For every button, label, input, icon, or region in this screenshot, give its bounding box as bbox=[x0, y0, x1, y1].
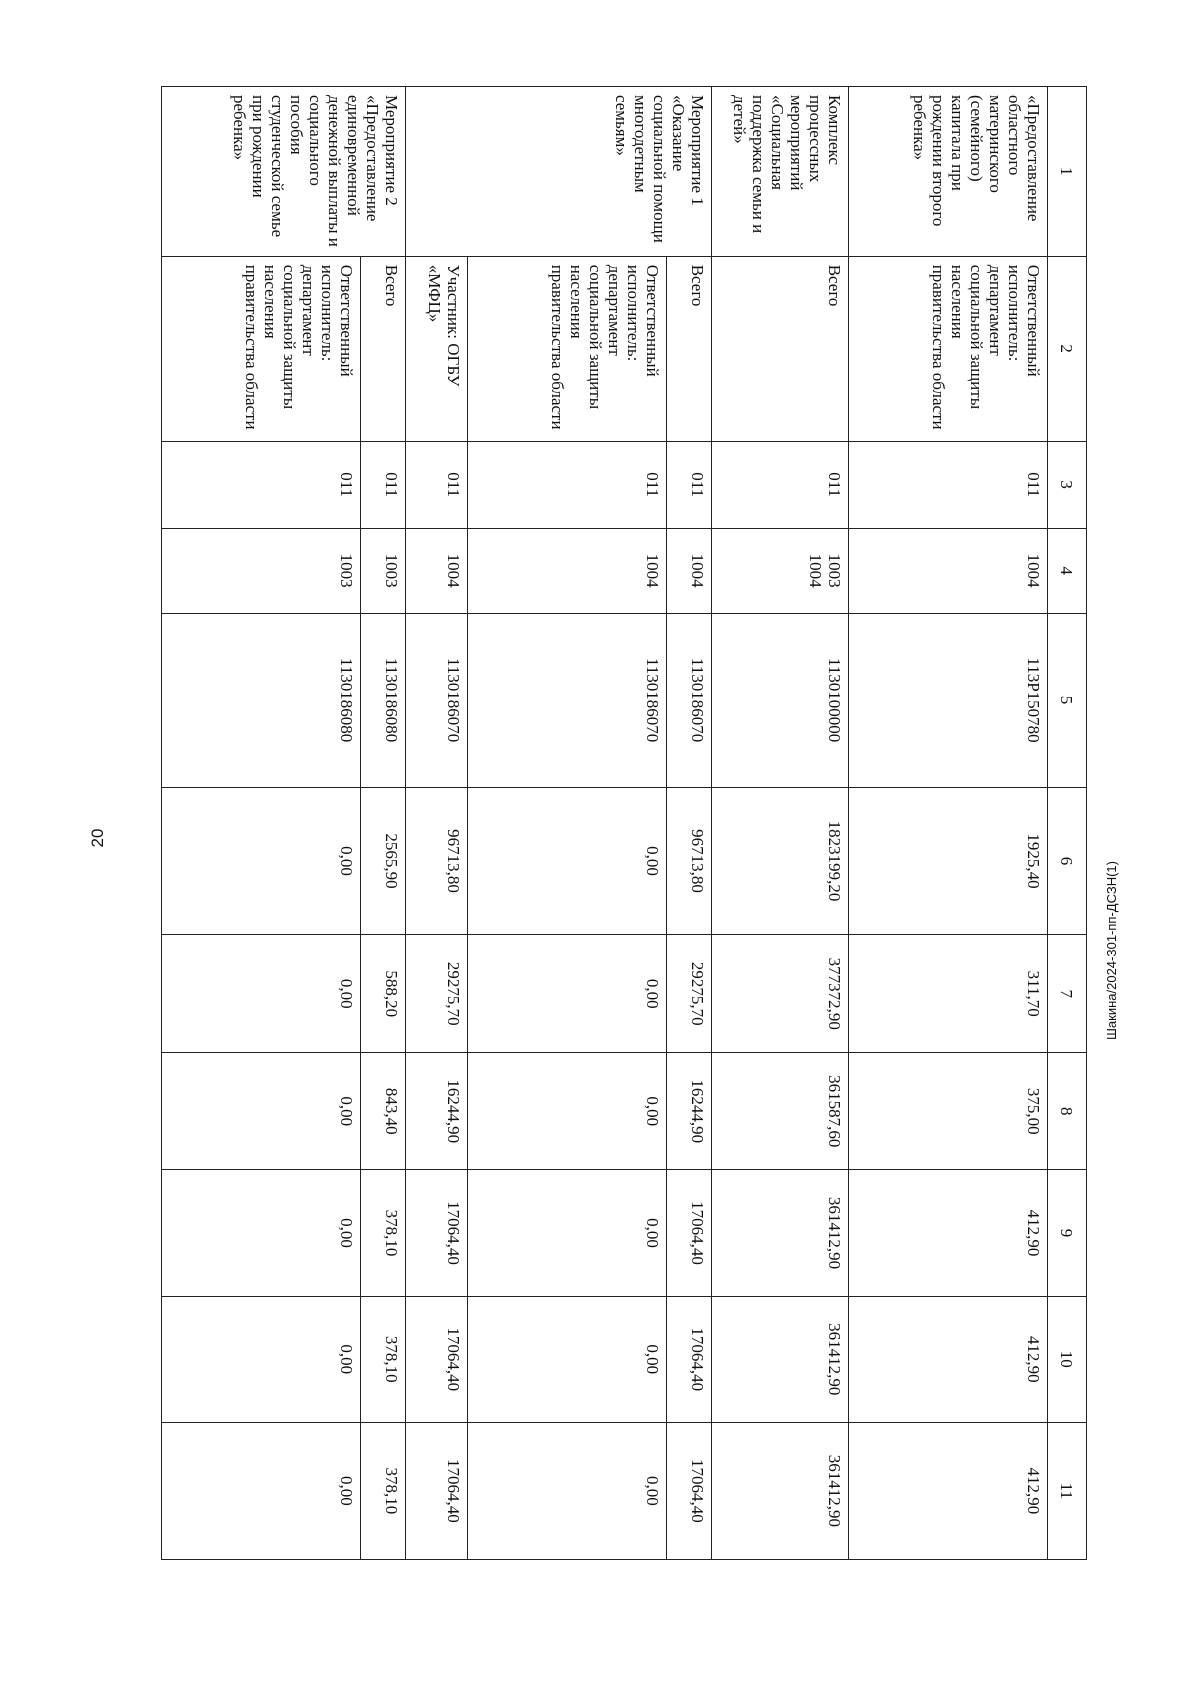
table-row bbox=[849, 87, 1048, 1560]
cell-executor: Участник: ОГБУ «МФЦ» bbox=[405, 256, 468, 441]
cell-value: 361412,90 bbox=[711, 1296, 848, 1422]
cell-value: 17064,40 bbox=[405, 1422, 468, 1559]
cell-value: 377372,90 bbox=[711, 935, 848, 1052]
cell-value: 0,00 bbox=[468, 935, 667, 1052]
cell-value: 0,00 bbox=[162, 1170, 361, 1296]
cell-value: 0,00 bbox=[468, 1422, 667, 1559]
cell-value: 1925,40 bbox=[849, 787, 1048, 935]
table-row bbox=[405, 87, 468, 1560]
header-cell-1: 1 bbox=[1048, 87, 1087, 257]
cell-target-article: 113P150780 bbox=[849, 613, 1048, 787]
budget-table-container bbox=[161, 86, 1087, 1560]
table-header-row bbox=[1048, 87, 1087, 1560]
cell-target-article: 1130186080 bbox=[360, 613, 405, 787]
header-cell-10: 10 bbox=[1048, 1296, 1087, 1422]
cell-executor: Ответственный исполнитель: департамент социальной защиты населения правительства области bbox=[468, 256, 667, 441]
header-cell-3: 3 bbox=[1048, 441, 1087, 528]
cell-value: 361587,60 bbox=[711, 1052, 848, 1169]
cell-executor: Ответственный исполнитель: департамент социальной защиты населения правительства области bbox=[849, 256, 1048, 441]
header-cell-7: 7 bbox=[1048, 935, 1087, 1052]
cell-value: 2565,90 bbox=[360, 787, 405, 935]
cell-value: 0,00 bbox=[162, 935, 361, 1052]
header-cell-2: 2 bbox=[1048, 256, 1087, 441]
cell-value: 412,90 bbox=[849, 1296, 1048, 1422]
header-cell-4: 4 bbox=[1048, 528, 1087, 613]
cell-value: 588,20 bbox=[360, 935, 405, 1052]
page-number: 20 bbox=[88, 828, 107, 848]
cell-executor: Всего bbox=[360, 256, 405, 441]
table-row bbox=[162, 87, 361, 1560]
cell-target-article: 1130186070 bbox=[667, 613, 712, 787]
cell-value: 17064,40 bbox=[667, 1296, 712, 1422]
cell-name: Мероприятие 1 «Оказание социальной помощи многодетным семьям» bbox=[405, 87, 711, 257]
cell-section: 1004 bbox=[849, 528, 1048, 613]
cell-value: 29275,70 bbox=[667, 935, 712, 1052]
cell-grbs: 011 bbox=[849, 441, 1048, 528]
cell-value: 0,00 bbox=[162, 787, 361, 935]
header-cell-5: 5 bbox=[1048, 613, 1087, 787]
cell-name: «Предоставление областного материнского (семейного) капитала при рождении второго ребенка» bbox=[849, 87, 1048, 257]
table-row bbox=[468, 87, 667, 1560]
cell-grbs: 011 bbox=[360, 441, 405, 528]
cell-grbs: 011 bbox=[405, 441, 468, 528]
cell-value: 0,00 bbox=[162, 1296, 361, 1422]
cell-section: 1003 bbox=[162, 528, 361, 613]
header-cell-11: 11 bbox=[1048, 1422, 1087, 1559]
cell-name: Мероприятие 2 «Предоставление единовременной денежной выплаты и социального пособия студенческой семье при рождении ребенка» bbox=[162, 87, 406, 257]
cell-target-article: 1130186080 bbox=[162, 613, 361, 787]
cell-value: 96713,80 bbox=[405, 787, 468, 935]
cell-value: 361412,90 bbox=[711, 1422, 848, 1559]
cell-name: Комплекс процессных мероприятий «Социальная поддержка семьи и детей» bbox=[711, 87, 848, 257]
cell-value: 0,00 bbox=[468, 1170, 667, 1296]
header-cell-8: 8 bbox=[1048, 1052, 1087, 1169]
cell-target-article: 1130100000 bbox=[711, 613, 848, 787]
cell-value: 0,00 bbox=[162, 1422, 361, 1559]
cell-value: 0,00 bbox=[468, 787, 667, 935]
cell-value: 378,10 bbox=[360, 1422, 405, 1559]
cell-value: 378,10 bbox=[360, 1170, 405, 1296]
cell-value: 0,00 bbox=[468, 1052, 667, 1169]
cell-section: 1003 bbox=[360, 528, 405, 613]
cell-section: 1004 bbox=[405, 528, 468, 613]
cell-grbs: 011 bbox=[162, 441, 361, 528]
cell-value: 16244,90 bbox=[405, 1052, 468, 1169]
cell-section: 1004 bbox=[468, 528, 667, 613]
cell-target-article: 1130186070 bbox=[468, 613, 667, 787]
cell-section: 1004 bbox=[667, 528, 712, 613]
cell-value: 29275,70 bbox=[405, 935, 468, 1052]
cell-value: 17064,40 bbox=[667, 1422, 712, 1559]
cell-value: 1823199,20 bbox=[711, 787, 848, 935]
cell-value: 311,70 bbox=[849, 935, 1048, 1052]
budget-table bbox=[161, 86, 1087, 1560]
cell-value: 0,00 bbox=[468, 1296, 667, 1422]
header-cell-6: 6 bbox=[1048, 787, 1087, 935]
cell-grbs: 011 bbox=[711, 441, 848, 528]
cell-value: 361412,90 bbox=[711, 1170, 848, 1296]
cell-executor: Всего bbox=[667, 256, 712, 441]
cell-value: 17064,40 bbox=[667, 1170, 712, 1296]
cell-section: 1003 1004 bbox=[711, 528, 848, 613]
cell-value: 96713,80 bbox=[667, 787, 712, 935]
table-row bbox=[360, 87, 405, 1560]
cell-grbs: 011 bbox=[667, 441, 712, 528]
cell-target-article: 1130186070 bbox=[405, 613, 468, 787]
cell-executor: Ответственный исполнитель: департамент социальной защиты населения правительства области bbox=[162, 256, 361, 441]
cell-value: 412,90 bbox=[849, 1170, 1048, 1296]
header-cell-9: 9 bbox=[1048, 1170, 1087, 1296]
document-code: Шакина/2024-301-пп-ДСЗН(1) bbox=[1104, 861, 1119, 1040]
cell-executor: Всего bbox=[711, 256, 848, 441]
cell-value: 375,00 bbox=[849, 1052, 1048, 1169]
cell-value: 17064,40 bbox=[405, 1296, 468, 1422]
cell-value: 0,00 bbox=[162, 1052, 361, 1169]
table-row bbox=[667, 87, 712, 1560]
cell-grbs: 011 bbox=[468, 441, 667, 528]
table-row bbox=[711, 87, 848, 1560]
cell-value: 16244,90 bbox=[667, 1052, 712, 1169]
cell-value: 412,90 bbox=[849, 1422, 1048, 1559]
cell-value: 843,40 bbox=[360, 1052, 405, 1169]
cell-value: 17064,40 bbox=[405, 1170, 468, 1296]
cell-value: 378,10 bbox=[360, 1296, 405, 1422]
